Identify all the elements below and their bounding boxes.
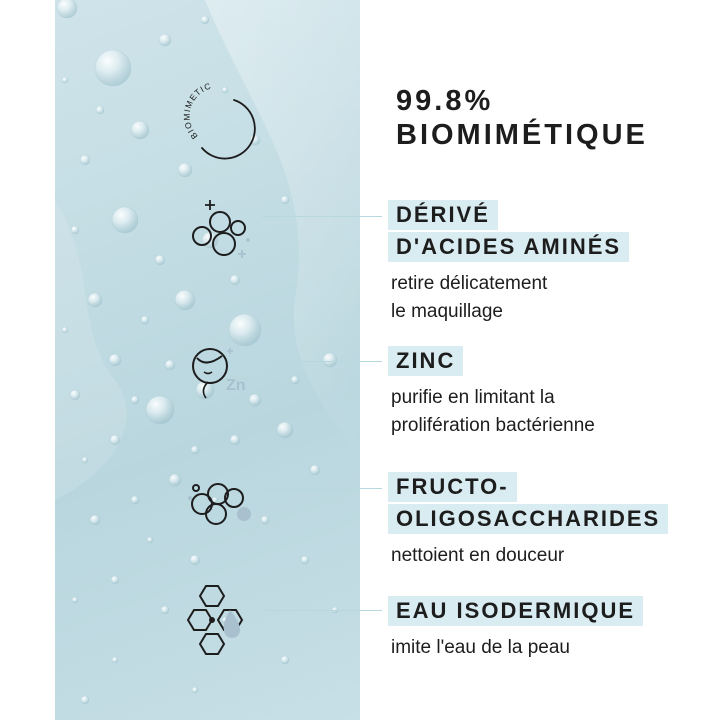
zinc-symbol: Zn — [226, 377, 246, 394]
feature-isodermic-water — [388, 596, 643, 662]
hexagon-drop-icon — [186, 580, 266, 660]
feature-title — [388, 200, 629, 264]
feature-fructo-oligosaccharides — [388, 472, 668, 570]
connector-line — [262, 610, 382, 611]
feature-description-line: prolifération bactérienne — [391, 415, 595, 436]
feature-title — [388, 472, 668, 536]
feature-description — [388, 384, 595, 440]
feature-description — [388, 542, 668, 570]
feature-title — [388, 596, 643, 628]
feature-title — [388, 346, 595, 378]
badge-arc-text: BIOMIMETIC — [181, 80, 213, 142]
feature-title-line: EAU ISODERMIQUE — [388, 596, 643, 626]
feature-description-line: le maquillage — [391, 301, 503, 322]
feature-title-line: OLIGOSACCHARIDES — [388, 504, 668, 534]
feature-title-line: DÉRIVÉ — [388, 200, 498, 230]
feature-description-line: imite l'eau de la peau — [391, 637, 570, 658]
feature-description-line: retire délicatement — [391, 273, 548, 294]
headline-title: BIOMIMÉTIQUE — [396, 119, 648, 151]
connector-line — [262, 488, 382, 489]
svg-text:BIOMIMETIC — [182, 81, 213, 142]
bubbles-sparkle-icon — [188, 192, 258, 262]
feature-title-line: D'ACIDES AMINÉS — [388, 232, 629, 262]
feature-description — [388, 270, 629, 326]
foam-bubbles-icon — [186, 468, 266, 538]
connector-line — [262, 361, 382, 362]
feature-description-line: purifie en limitant la — [391, 387, 555, 408]
feature-description — [388, 634, 643, 662]
connector-line — [262, 216, 382, 217]
biomimetic-badge-icon — [176, 78, 266, 168]
feature-title-line: ZINC — [388, 346, 463, 376]
headline-percentage: 99.8% — [396, 85, 494, 117]
feature-title-line: FRUCTO- — [388, 472, 517, 502]
feature-description-line: nettoient en douceur — [391, 545, 565, 566]
headline — [396, 84, 648, 152]
feature-amino-acids — [388, 200, 629, 326]
feature-zinc — [388, 346, 595, 440]
face-zinc-icon — [188, 338, 268, 408]
